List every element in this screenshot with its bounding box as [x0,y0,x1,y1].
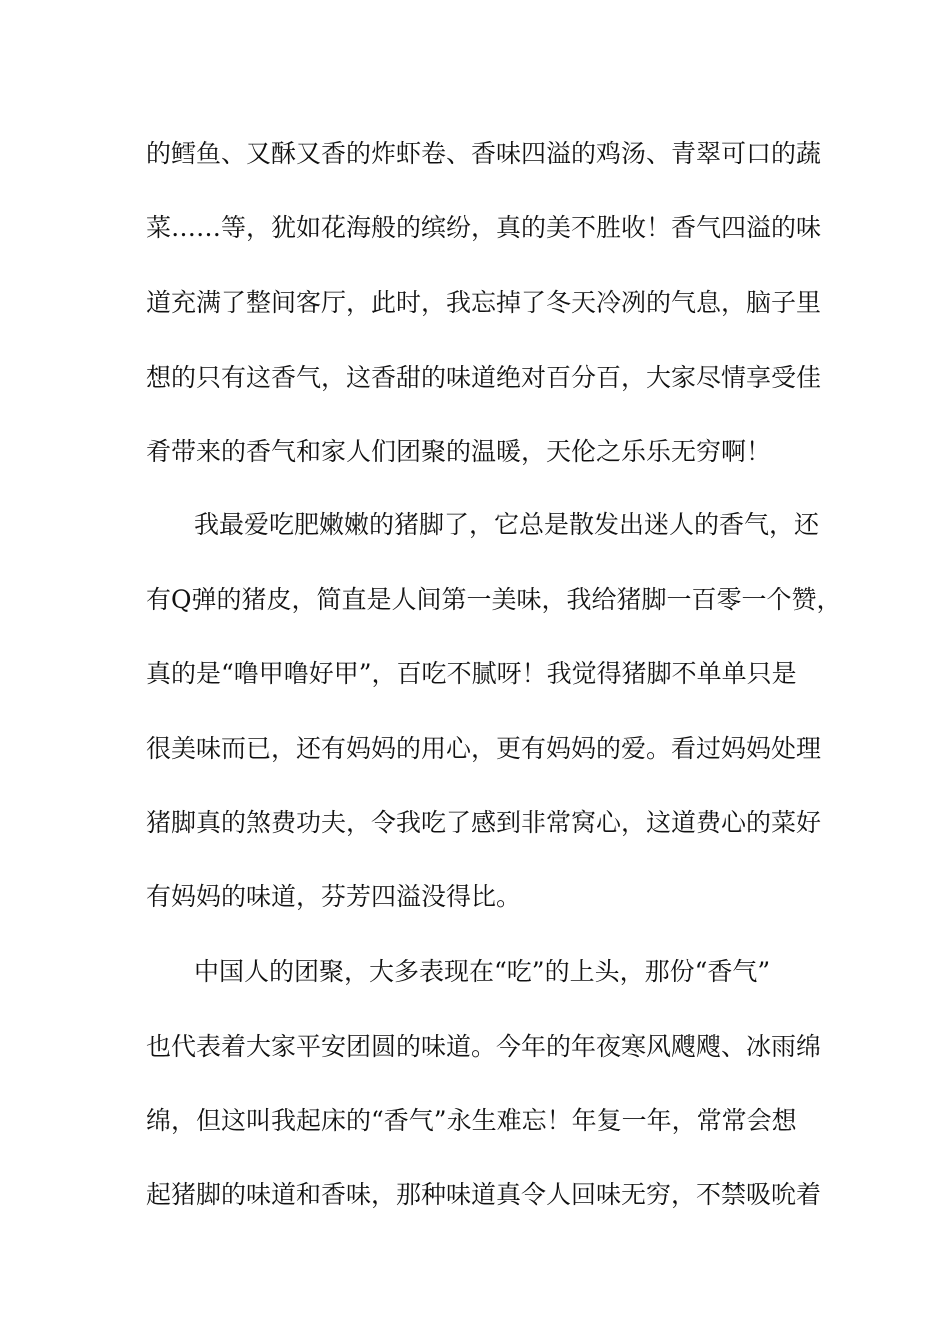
text-line: 有妈妈的味道，芬芳四溢没得比。 [146,882,522,911]
text-line: 绵，但这叫我起床的“香气”永生难忘！年复一年，常常会想 [146,1106,797,1135]
text-line: 猪脚真的煞费功夫，令我吃了感到非常窝心，这道费心的菜好 [146,808,822,837]
text-line: 也代表着大家平安团圆的味道。今年的年夜寒风飕飕、冰雨绵 [146,1032,822,1061]
text-line: 想的只有这香气，这香甜的味道绝对百分百，大家尽情享受佳 [146,363,822,392]
text-line: 起猪脚的味道和香味，那种味道真令人回味无穷，不禁吸吮着 [146,1180,822,1209]
text-line: 有Q弹的猪皮，简直是人间第一美味，我给猪脚一百零一个赞， [146,585,842,614]
text-line: 道充满了整间客厅，此时，我忘掉了冬天冷冽的气息，脑子里 [146,288,822,317]
paragraph-first-line: 中国人的团聚，大多表现在“吃”的上头，那份“香气” [194,957,771,986]
paragraph-first-line: 我最爱吃肥嫩嫩的猪脚了，它总是散发出迷人的香气，还 [194,510,820,539]
text-line: 菜……等，犹如花海般的缤纷，真的美不胜收！香气四溢的味 [146,213,822,242]
text-line: 很美味而已，还有妈妈的用心，更有妈妈的爱。看过妈妈处理 [146,734,822,763]
text-line: 肴带来的香气和家人们团聚的温暖，天伦之乐乐无穷啊！ [146,437,772,466]
text-line: 真的是“噜甲噜好甲”，百吃不腻呀！我觉得猪脚不单单只是 [146,659,797,688]
text-line: 的鳕鱼、又酥又香的炸虾卷、香味四溢的鸡汤、青翠可口的蔬 [146,139,822,168]
